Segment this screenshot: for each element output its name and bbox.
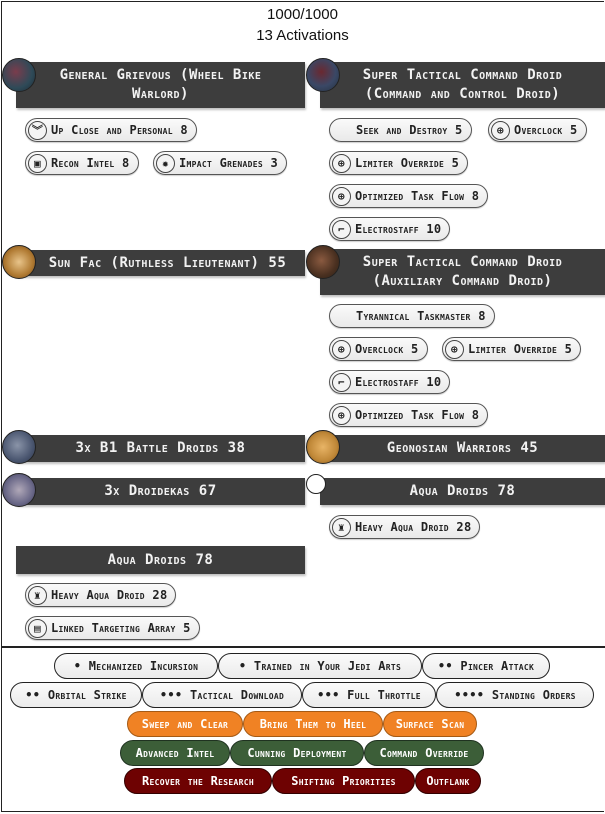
unit-name: (Command and Control Droid) xyxy=(364,86,561,102)
secondary-objective-advanced-intel[interactable]: Advanced Intel xyxy=(120,740,230,766)
upgrade-optimized-task-flow[interactable] xyxy=(329,403,488,427)
upgrade-label: Limiter Override 5 xyxy=(355,156,460,170)
trooper-icon: ♜ xyxy=(332,518,351,537)
upgrade-seek-and-destroy[interactable] xyxy=(329,118,472,142)
unit-header-stcd-command[interactable] xyxy=(320,62,605,108)
gear-icon: ⊕ xyxy=(332,187,351,206)
trooper-icon: ♜ xyxy=(28,586,47,605)
primary-objective-bring-them-to-heel[interactable]: Bring Them to Heel xyxy=(243,711,383,737)
upgrade-label: Up Close and Personal 8 xyxy=(51,123,188,137)
points-total: 1000/1000 xyxy=(267,6,338,23)
b1-avatar xyxy=(2,430,36,464)
unit-header-aqua-droids[interactable] xyxy=(320,478,605,505)
gear-icon: ⊕ xyxy=(491,121,510,140)
unit-name: Warlord) xyxy=(132,86,189,102)
stcd-auxiliary-avatar xyxy=(306,245,340,279)
gear-icon: ⊕ xyxy=(332,406,351,425)
section-divider xyxy=(1,646,605,648)
unit-header-stcd-auxiliary[interactable] xyxy=(320,249,605,295)
weapon-icon: ⌐ xyxy=(332,373,351,392)
upgrade-label: Optimized Task Flow 8 xyxy=(355,189,480,203)
advantage-shifting-priorities[interactable]: Shifting Priorities xyxy=(272,768,415,794)
command-card-trained-in-your-jedi-arts[interactable]: • Trained in Your Jedi Arts xyxy=(218,653,422,679)
stcd-command-avatar xyxy=(306,58,340,92)
list-summary xyxy=(0,4,605,46)
unit-header-grievous[interactable] xyxy=(16,62,305,108)
unit-header-aqua-droids[interactable] xyxy=(16,546,305,574)
advantage-outflank[interactable]: Outflank xyxy=(415,768,481,794)
upgrade-limiter-override[interactable] xyxy=(442,337,581,361)
unit-name: General Grievous (Wheel Bike xyxy=(59,67,262,83)
command-card-tactical-download[interactable]: ••• Tactical Download xyxy=(142,682,302,708)
upgrade-label: Impact Grenades 3 xyxy=(179,156,279,170)
primary-objective-surface-scan[interactable]: Surface Scan xyxy=(383,711,477,737)
unit-name: Aqua Droids 78 xyxy=(107,551,214,568)
upgrade-limiter-override[interactable] xyxy=(329,151,468,175)
upgrade-electrostaff[interactable] xyxy=(329,217,450,241)
upgrade-label: Electrostaff 10 xyxy=(355,222,442,236)
upgrade-impact-grenades[interactable] xyxy=(153,151,287,175)
unit-header-geonosian-warriors[interactable] xyxy=(320,435,605,462)
upgrade-label: Recon Intel 8 xyxy=(51,156,130,170)
grievous-avatar xyxy=(2,58,36,92)
upgrade-label: Limiter Override 5 xyxy=(468,342,573,356)
upgrade-label: Electrostaff 10 xyxy=(355,375,442,389)
upgrade-overclock[interactable] xyxy=(329,337,428,361)
blank-icon xyxy=(332,307,354,326)
command-card-pincer-attack[interactable]: •• Pincer Attack xyxy=(422,653,550,679)
upgrade-optimized-task-flow[interactable] xyxy=(329,184,488,208)
command-card-standing-orders[interactable]: •••• Standing Orders xyxy=(436,682,594,708)
unit-name: 3x B1 Battle Droids 38 xyxy=(75,440,246,456)
recon-icon: ▣ xyxy=(28,154,47,173)
geonosian-avatar xyxy=(306,430,340,464)
unit-name: Geonosian Warriors 45 xyxy=(386,440,539,456)
upgrade-electrostaff[interactable] xyxy=(329,370,450,394)
upgrade-label: Overclock 5 xyxy=(355,342,419,356)
comms-icon: ▤ xyxy=(28,619,47,638)
unit-name: Sun Fac (Ruthless Lieutenant) 55 xyxy=(48,254,287,271)
secondary-objective-cunning-deployment[interactable]: Cunning Deployment xyxy=(230,740,364,766)
upgrade-label: Heavy Aqua Droid 28 xyxy=(355,520,472,534)
unit-header-b1-battle-droids[interactable] xyxy=(16,435,305,462)
primary-objective-sweep-and-clear[interactable]: Sweep and Clear xyxy=(127,711,243,737)
aqua-droids-avatar-placeholder xyxy=(306,474,326,494)
blank-icon xyxy=(332,121,354,140)
command-card-mechanized-incursion[interactable]: • Mechanized Incursion xyxy=(54,653,218,679)
unit-name: 3x Droidekas 67 xyxy=(104,483,217,499)
weapon-icon: ⌐ xyxy=(332,220,351,239)
unit-name: (Auxiliary Command Droid) xyxy=(372,273,553,289)
unit-header-sun-fac[interactable] xyxy=(16,250,305,276)
gear-icon: ⊕ xyxy=(445,340,464,359)
command-card-full-throttle[interactable]: ••• Full Throttle xyxy=(302,682,436,708)
gear-icon: ⊕ xyxy=(332,154,351,173)
unit-name: Super Tactical Command Droid xyxy=(362,254,563,270)
upgrade-label: Optimized Task Flow 8 xyxy=(355,408,480,422)
upgrade-heavy-aqua-droid[interactable] xyxy=(25,583,176,607)
activation-count: 13 Activations xyxy=(256,27,349,44)
upgrade-overclock[interactable] xyxy=(488,118,587,142)
upgrade-label: Tyrannical Taskmaster 8 xyxy=(356,309,486,323)
grenade-icon: ✹ xyxy=(156,154,175,173)
command-card-orbital-strike[interactable]: •• Orbital Strike xyxy=(10,682,142,708)
upgrade-label: Overclock 5 xyxy=(514,123,578,137)
upgrade-label: Linked Targeting Array 5 xyxy=(51,621,191,635)
upgrade-label: Seek and Destroy 5 xyxy=(356,123,463,137)
upgrade-heavy-aqua-droid[interactable] xyxy=(329,515,480,539)
upgrade-label: Heavy Aqua Droid 28 xyxy=(51,588,168,602)
upgrade-up-close-and-personal[interactable] xyxy=(25,118,197,142)
secondary-objective-command-override[interactable]: Command Override xyxy=(364,740,484,766)
upgrade-linked-targeting-array[interactable] xyxy=(25,616,200,640)
upgrade-tyrannical-taskmaster[interactable] xyxy=(329,304,495,328)
sun-fac-avatar xyxy=(2,245,36,279)
advantage-recover-the-research[interactable]: Recover the Research xyxy=(124,768,272,794)
droidekas-avatar xyxy=(2,473,36,507)
chevrons-icon: ︾ xyxy=(28,121,47,140)
gear-icon: ⊕ xyxy=(332,340,351,359)
unit-header-droidekas[interactable] xyxy=(16,478,305,505)
unit-name: Super Tactical Command Droid xyxy=(362,67,563,83)
unit-name: Aqua Droids 78 xyxy=(409,483,516,499)
upgrade-recon-intel[interactable] xyxy=(25,151,139,175)
